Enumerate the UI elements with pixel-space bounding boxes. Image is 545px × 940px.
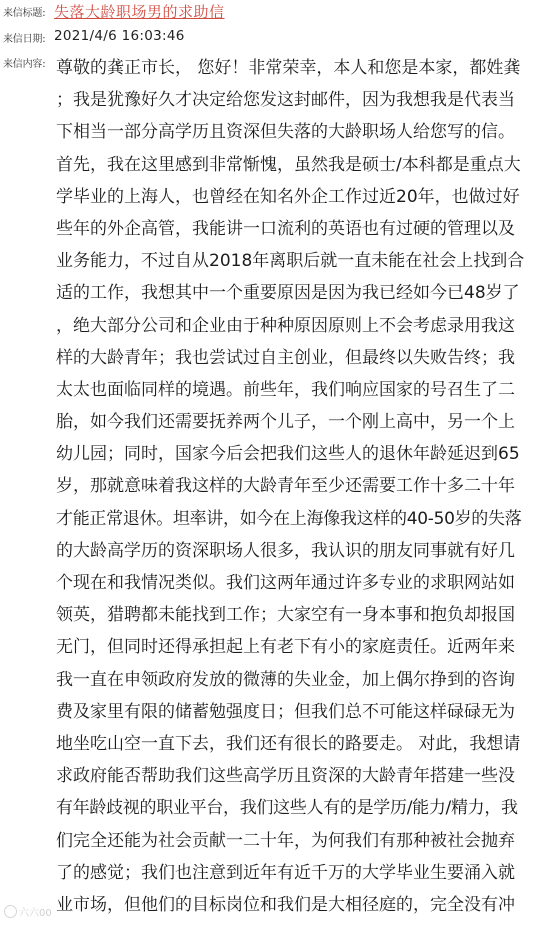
body-line: 有年龄歧视的职业平台，我们这些人有的是学历/能力/精力，我 (56, 798, 518, 819)
body-line: 胎，如今我们还需要抚养两个儿子，一个刚上高中，另一个上 (56, 412, 515, 433)
body-line: 费及家里有限的储蓄勉强度日；但我们总不可能这样碌碌无为 (56, 701, 515, 722)
date-row (0, 28, 545, 45)
body-line: 样的大龄青年；我也尝试过自主创业，但最终以失败告终；我 (56, 347, 515, 368)
body-line: 的大龄高学历的资深职场人很多，我认识的朋友同事就有好几 (56, 540, 515, 561)
body-line: ，绝大部分公司和企业由于种种原因原则上不会考虑录用我这 (56, 315, 515, 336)
body-line: 业务能力，不过自从2018年离职后就一直未能在社会上找到合 (56, 251, 525, 272)
date-value: 2021/4/6 16:03:46 (54, 28, 185, 44)
body-line: 尊敬的龚正市长， 您好！非常荣幸，本人和您是本家，都姓龚 (56, 58, 521, 78)
body-line: 无门，但同时还得承担起上有老下有小的家庭责任。近两年来 (56, 637, 515, 658)
date-label: 来信日期: (3, 34, 46, 45)
body-line: 些年的外企高管，我能讲一口流利的英语也有过硬的管理以及 (56, 218, 515, 239)
body-line: 我一直在申领政府发放的微薄的失业金，加上偶尔挣到的咨询 (56, 669, 515, 690)
body-line: 适的工作，我想其中一个重要原因是因为我已经如今已48岁了 (56, 283, 520, 304)
body-line: 个现在和我情况类似。我们这两年通过许多专业的求职网站如 (56, 573, 515, 593)
subject-row (0, 1, 545, 22)
body-line: 们完全还能为社会贡献一二十年，为何我们有那种被社会抛弃 (56, 830, 515, 851)
body-line: ；我是犹豫好久才决定给您发这封邮件，因为我想我是代表当 (56, 90, 515, 111)
body-line: 业市场，但他们的目标岗位和我们是大相径庭的，完全没有冲 (56, 894, 515, 915)
watermark-text: 六六00 (19, 908, 52, 919)
body-line: 求政府能否帮助我们这些高学历且资深的大龄青年搭建一些没 (56, 766, 515, 787)
body-line: 了的感觉；我们也注意到近年有近千万的大学毕业生要涌入就 (56, 862, 515, 883)
body-line: 学毕业的上海人，也曾经在知名外企工作过近20年，也做过好 (56, 186, 520, 207)
subject-title: 失落大龄职场男的求助信 (54, 3, 225, 21)
body-line: 首先，我在这里感到非常惭愧，虽然我是硕士/本科都是重点大 (56, 154, 521, 175)
body-line: 幼儿园；同时，国家今后会把我们这些人的退休年龄延迟到65 (56, 444, 520, 465)
watermark-logo-icon (4, 905, 17, 918)
body-line: 下相当一部分高学历且资深但失落的大龄职场人给您写的信。 (56, 122, 515, 143)
letter-body (56, 52, 532, 921)
body-line: 太太也面临同样的境遇。前些年，我们响应国家的号召生了二 (56, 379, 515, 400)
body-line: 岁，那就意味着我这样的大龄青年至少还需要工作十多二十年 (56, 476, 515, 497)
subject-label: 来信标题: (3, 8, 46, 19)
content-label: 来信内容: (3, 59, 46, 70)
body-line: 才能正常退休。坦率讲，如今在上海像我这样的40-50岁的失落 (56, 508, 522, 529)
body-line: 地坐吃山空一直下去，我们还有很长的路要走。 对此，我想请 (56, 733, 521, 754)
body-line: 领英，猎聘都未能找到工作；大家空有一身本事和抱负却报国 (56, 605, 515, 626)
watermark (4, 904, 52, 919)
